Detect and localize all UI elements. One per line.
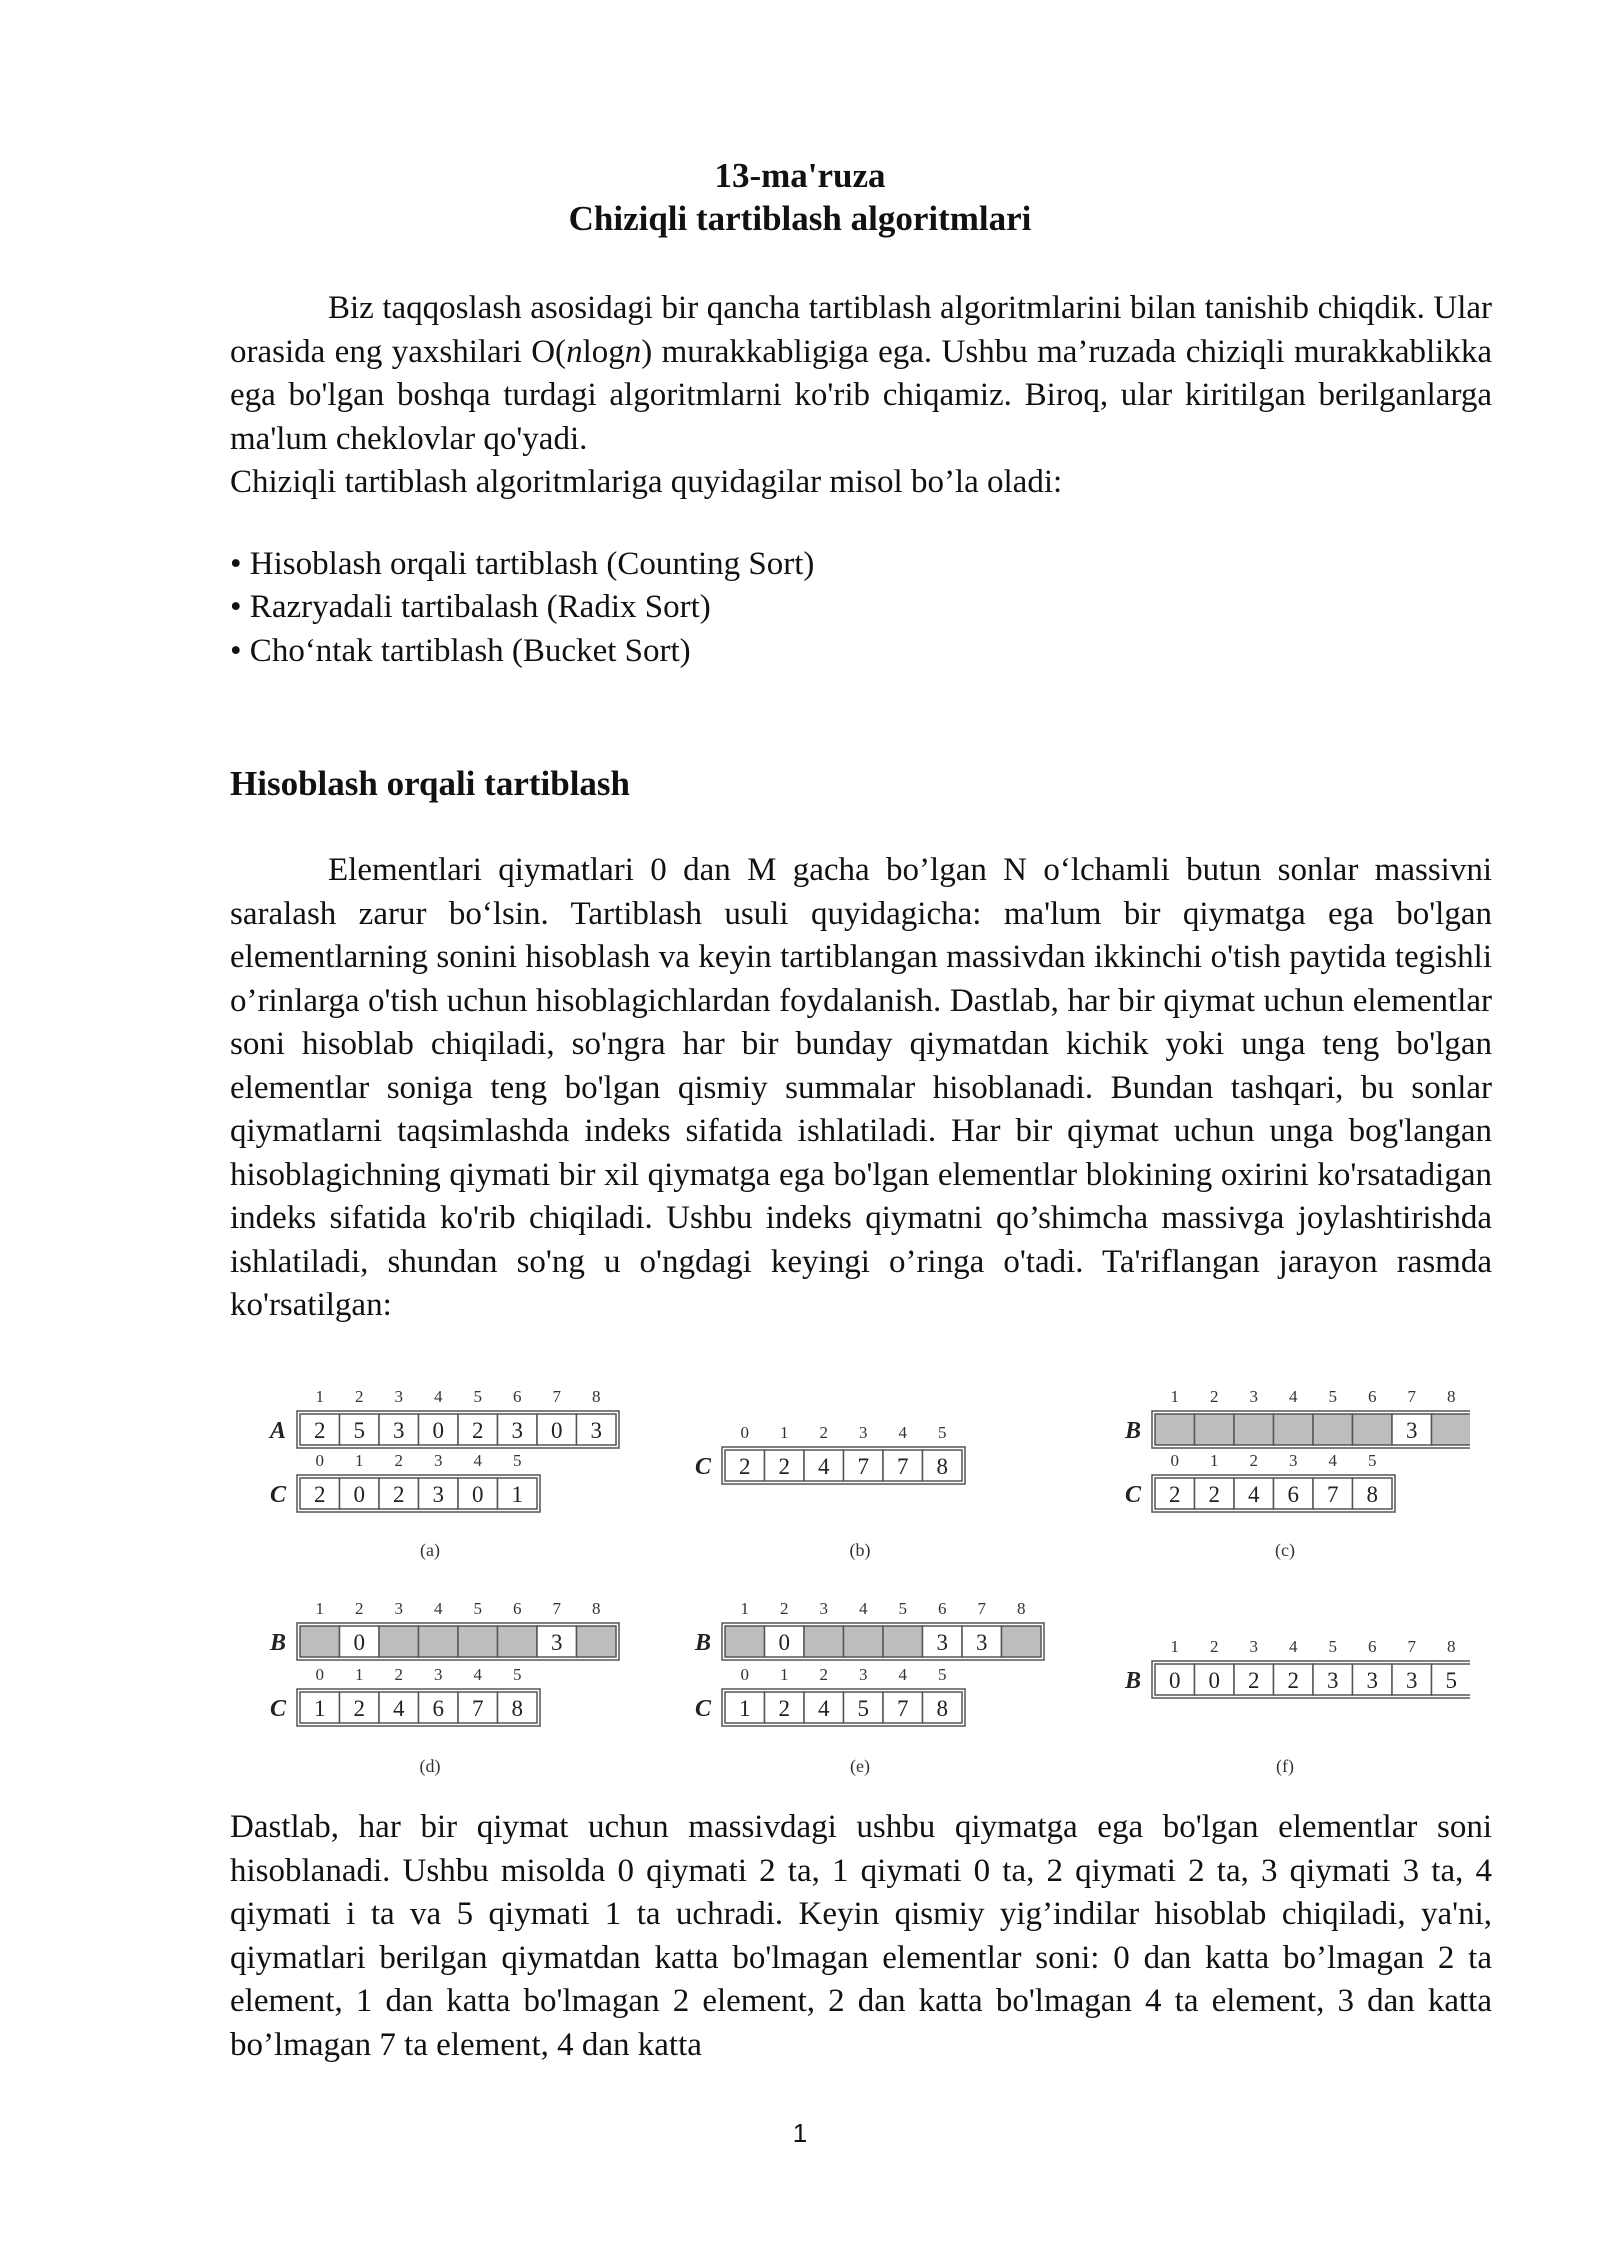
index-label: 6 bbox=[938, 1599, 947, 1618]
index-label: 4 bbox=[859, 1599, 868, 1618]
bullet-item: • Razryadali tartibalash (Radix Sort) bbox=[230, 589, 711, 625]
section-paragraph-2: Dastlab, har bir qiymat uchun massivdagi ushbu qiymatga ega bo'lgan elementlar soni hisoblanadi. Ushbu misolda 0 qiymati 2 ta, 1 qiymati 0 ta, 2 qiymati 2 ta, 3 qiymati 3 ta, 4 qiymati i ta va 5 qiymati 1 ta uchradi. Keyin qismiy yig’indilar hisoblab chiqiladi, ya'ni, qiymatlari berilgan qiymatdan katta bo'lmagan elementlar soni: 0 dan katta bo’lmagan 2 ta element, 1 dan katta bo'lmagan 2 element, 2 dan katta bo'lmagan 4 ta element, 3 dan katta bo’lmagan 7 ta element, 4 dan katta bbox=[230, 1809, 1492, 2063]
index-label: 2 bbox=[394, 1665, 403, 1684]
array-label: C bbox=[694, 1696, 712, 1722]
index-label: 1 bbox=[1170, 1387, 1179, 1406]
array-label: B bbox=[1124, 1668, 1142, 1694]
cell-value: 4 bbox=[393, 1696, 405, 1721]
index-label: 1 bbox=[315, 1387, 324, 1406]
cell-value: 0 bbox=[551, 1418, 563, 1443]
figure-panel bbox=[694, 1599, 1044, 1777]
lecture-title: Chiziqli tartiblash algoritmlari bbox=[568, 199, 1032, 238]
index-label: 0 bbox=[1170, 1451, 1179, 1470]
cell-value: 3 bbox=[1406, 1668, 1418, 1693]
index-label: 7 bbox=[552, 1387, 561, 1406]
index-label: 5 bbox=[898, 1599, 907, 1618]
cell-value: 7 bbox=[472, 1696, 484, 1721]
array-cell-empty bbox=[458, 1626, 498, 1657]
array-cell-empty bbox=[883, 1626, 923, 1657]
cell-value: 1 bbox=[314, 1696, 326, 1721]
array-cell-empty bbox=[1002, 1626, 1042, 1657]
index-label: 6 bbox=[1368, 1387, 1377, 1406]
cell-value: 6 bbox=[432, 1696, 444, 1721]
cell-value: 2 bbox=[1248, 1668, 1260, 1693]
array-cell-empty bbox=[1155, 1414, 1195, 1445]
index-label: 3 bbox=[1289, 1451, 1298, 1470]
index-label: 1 bbox=[1170, 1637, 1179, 1656]
index-label: 4 bbox=[434, 1599, 443, 1618]
index-label: 8 bbox=[1447, 1637, 1456, 1656]
index-label: 2 bbox=[819, 1423, 828, 1442]
index-label: 8 bbox=[592, 1387, 601, 1406]
index-label: 4 bbox=[898, 1423, 907, 1442]
array-label: B bbox=[1124, 1418, 1142, 1444]
index-label: 3 bbox=[859, 1423, 868, 1442]
index-label: 3 bbox=[819, 1599, 828, 1618]
index-label: 5 bbox=[1368, 1451, 1377, 1470]
index-label: 5 bbox=[473, 1599, 482, 1618]
cell-value: 1 bbox=[511, 1482, 523, 1507]
cell-value: 0 bbox=[353, 1630, 365, 1655]
index-label: 5 bbox=[938, 1423, 947, 1442]
array-cell-empty bbox=[1313, 1414, 1353, 1445]
section-paragraph-1: Elementlari qiymatlari 0 dan M gacha bo’lgan N o‘lchamli butun sonlar massivni saralash zarur bo‘lsin. Tartiblash usuli quyidagicha: ma'lum bir qiymatga ega bo'lgan elementlarning sonini hisoblash va keyin tartiblangan massivdan ikkinchi o'tish paytida tegishli o’rinlarga o'tish uchun hisoblagichlardan foydalanish. Dastlab, har bir qiymat uchun elementlar soni hisoblab chiqiladi, so'ngra har bir bunday qiymatdan kichik yoki unga teng bo'lgan elementlar soniga teng bo'lgan qismiy summalar hisoblanadi. Bundan tashqari, bu sonlar qiymatlarni taqsimlashda indeks sifatida ishlatiladi. Har bir qiymat uchun unga bog'langan hisoblagichning qiymati bir xil qiymatga ega bo'lgan elementlar blokining oxirini ko'rsatadigan indeks sifatida ko'rib chiqiladi. Ushbu indeks qiymatni qo’shimcha massivga joylashtirishda ishlatiladi, shundan so'ng u o'ngdagi keyingi o’ringa o'tadi. Ta'riflangan jarayon rasmda ko'rsatilgan: bbox=[230, 852, 1492, 1323]
cell-value: 7 bbox=[1327, 1482, 1339, 1507]
index-label: 5 bbox=[473, 1387, 482, 1406]
cell-value: 6 bbox=[1287, 1482, 1299, 1507]
index-label: 6 bbox=[513, 1599, 522, 1618]
index-label: 1 bbox=[355, 1665, 364, 1684]
cell-value: 2 bbox=[1287, 1668, 1299, 1693]
cell-value: 2 bbox=[739, 1454, 751, 1479]
index-label: 4 bbox=[473, 1451, 482, 1470]
figure-panel bbox=[269, 1599, 619, 1777]
cell-value: 4 bbox=[818, 1696, 830, 1721]
index-label: 6 bbox=[1368, 1637, 1377, 1656]
cell-value: 2 bbox=[353, 1696, 365, 1721]
cell-value: 0 bbox=[353, 1482, 365, 1507]
index-label: 4 bbox=[1328, 1451, 1337, 1470]
cell-value: 0 bbox=[472, 1482, 484, 1507]
cell-value: 2 bbox=[1169, 1482, 1181, 1507]
page-number: 1 bbox=[792, 2118, 808, 2148]
index-label: 8 bbox=[1447, 1387, 1456, 1406]
cell-value: 7 bbox=[857, 1454, 869, 1479]
index-label: 0 bbox=[315, 1451, 324, 1470]
cell-value: 3 bbox=[511, 1418, 523, 1443]
bullet-item: • Hisoblash orqali tartiblash (Counting Sort) bbox=[230, 546, 815, 582]
index-label: 4 bbox=[1289, 1387, 1298, 1406]
index-label: 2 bbox=[355, 1599, 364, 1618]
counting-sort-figure bbox=[230, 1386, 1470, 1786]
cell-value: 3 bbox=[1406, 1418, 1418, 1443]
index-label: 3 bbox=[434, 1665, 443, 1684]
array-label: B bbox=[269, 1630, 287, 1656]
cell-value: 4 bbox=[818, 1454, 830, 1479]
cell-value: 3 bbox=[936, 1630, 948, 1655]
index-label: 3 bbox=[1249, 1387, 1258, 1406]
cell-value: 2 bbox=[314, 1482, 326, 1507]
cell-value: 5 bbox=[1445, 1668, 1457, 1693]
panel-caption: (f) bbox=[1276, 1756, 1294, 1776]
array-label: A bbox=[269, 1418, 287, 1444]
index-label: 2 bbox=[1210, 1637, 1219, 1656]
index-label: 5 bbox=[1328, 1637, 1337, 1656]
panel-caption: (a) bbox=[420, 1540, 440, 1560]
intro-paragraph-2: Chiziqli tartiblash algoritmlariga quyidagilar misol bo’la oladi: bbox=[230, 464, 1063, 500]
array-cell-empty bbox=[804, 1626, 844, 1657]
array-cell-empty bbox=[844, 1626, 884, 1657]
array-label: C bbox=[269, 1482, 287, 1508]
figure-panel bbox=[695, 1423, 965, 1561]
cell-value: 2 bbox=[314, 1418, 326, 1443]
index-label: 5 bbox=[1328, 1387, 1337, 1406]
cell-value: 0 bbox=[432, 1418, 444, 1443]
cell-value: 2 bbox=[1208, 1482, 1220, 1507]
index-label: 1 bbox=[780, 1423, 789, 1442]
index-label: 1 bbox=[355, 1451, 364, 1470]
index-label: 3 bbox=[394, 1387, 403, 1406]
figure-panel bbox=[1124, 1387, 1470, 1561]
index-label: 2 bbox=[355, 1387, 364, 1406]
cell-value: 4 bbox=[1248, 1482, 1260, 1507]
array-cell-empty bbox=[1234, 1414, 1274, 1445]
index-label: 3 bbox=[1249, 1637, 1258, 1656]
cell-value: 0 bbox=[1169, 1668, 1181, 1693]
cell-value: 7 bbox=[897, 1454, 909, 1479]
bullet-item: • Cho‘ntak tartiblash (Bucket Sort) bbox=[230, 633, 691, 669]
cell-value: 0 bbox=[1208, 1668, 1220, 1693]
index-label: 1 bbox=[740, 1599, 749, 1618]
array-cell-empty bbox=[1353, 1414, 1393, 1445]
index-label: 3 bbox=[434, 1451, 443, 1470]
array-cell-empty bbox=[300, 1626, 340, 1657]
index-label: 6 bbox=[513, 1387, 522, 1406]
cell-value: 3 bbox=[432, 1482, 444, 1507]
array-label: B bbox=[694, 1630, 712, 1656]
index-label: 2 bbox=[1249, 1451, 1258, 1470]
index-label: 7 bbox=[977, 1599, 986, 1618]
counting-sort-diagram bbox=[230, 1386, 1470, 1786]
index-label: 2 bbox=[780, 1599, 789, 1618]
index-label: 0 bbox=[740, 1423, 749, 1442]
cell-value: 5 bbox=[857, 1696, 869, 1721]
index-label: 7 bbox=[1407, 1387, 1416, 1406]
array-cell-empty bbox=[379, 1626, 419, 1657]
cell-value: 3 bbox=[1366, 1668, 1378, 1693]
panel-caption: (e) bbox=[850, 1756, 870, 1776]
index-label: 7 bbox=[552, 1599, 561, 1618]
array-cell-empty bbox=[498, 1626, 538, 1657]
array-cell-empty bbox=[1195, 1414, 1235, 1445]
cell-value: 8 bbox=[936, 1696, 948, 1721]
index-label: 4 bbox=[434, 1387, 443, 1406]
cell-value: 8 bbox=[511, 1696, 523, 1721]
figure-panel bbox=[268, 1387, 619, 1561]
index-label: 1 bbox=[780, 1665, 789, 1684]
cell-value: 2 bbox=[778, 1696, 790, 1721]
cell-value: 1 bbox=[739, 1696, 751, 1721]
array-cell-empty bbox=[577, 1626, 617, 1657]
cell-value: 3 bbox=[590, 1418, 602, 1443]
intro-text bbox=[230, 287, 1492, 505]
index-label: 2 bbox=[819, 1665, 828, 1684]
array-cell-empty bbox=[419, 1626, 459, 1657]
cell-value: 3 bbox=[976, 1630, 988, 1655]
index-label: 1 bbox=[315, 1599, 324, 1618]
cell-value: 3 bbox=[393, 1418, 405, 1443]
index-label: 5 bbox=[513, 1451, 522, 1470]
index-label: 4 bbox=[1289, 1637, 1298, 1656]
panel-caption: (c) bbox=[1275, 1540, 1295, 1560]
intro-paragraph-1: Biz taqqoslash asosidagi bir qancha tartiblash algoritmlarini bilan tanishib chiqdik. Ular orasida eng yaxshilari O(nlogn) murakkabligiga ega. Ushbu ma’ruzada chiziqli murakkablikka ega bo'lgan boshqa turdagi algoritmlarni ko'rib chiqamiz. Biroq, ular kiritilgan berilganlarga ma'lum cheklovlar qo'yadi. bbox=[230, 290, 1492, 457]
index-label: 8 bbox=[1017, 1599, 1026, 1618]
cell-value: 8 bbox=[936, 1454, 948, 1479]
index-label: 3 bbox=[394, 1599, 403, 1618]
array-label: C bbox=[694, 1454, 712, 1480]
index-label: 4 bbox=[898, 1665, 907, 1684]
array-cell-empty bbox=[1432, 1414, 1471, 1445]
cell-value: 2 bbox=[393, 1482, 405, 1507]
index-label: 8 bbox=[592, 1599, 601, 1618]
cell-value: 2 bbox=[472, 1418, 484, 1443]
index-label: 0 bbox=[740, 1665, 749, 1684]
cell-value: 7 bbox=[897, 1696, 909, 1721]
cell-value: 3 bbox=[1327, 1668, 1339, 1693]
index-label: 5 bbox=[938, 1665, 947, 1684]
array-label: C bbox=[1124, 1482, 1142, 1508]
array-label: C bbox=[269, 1696, 287, 1722]
index-label: 5 bbox=[513, 1665, 522, 1684]
panel-caption: (d) bbox=[419, 1756, 441, 1776]
index-label: 4 bbox=[473, 1665, 482, 1684]
lecture-number: 13-ma'ruza bbox=[714, 156, 886, 195]
index-label: 3 bbox=[859, 1665, 868, 1684]
cell-value: 8 bbox=[1366, 1482, 1378, 1507]
cell-value: 5 bbox=[353, 1418, 365, 1443]
cell-value: 0 bbox=[778, 1630, 790, 1655]
section-heading: Hisoblash orqali tartiblash bbox=[230, 764, 631, 803]
index-label: 1 bbox=[1210, 1451, 1219, 1470]
figure-panel bbox=[1124, 1637, 1470, 1777]
index-label: 7 bbox=[1407, 1637, 1416, 1656]
array-cell-empty bbox=[1274, 1414, 1314, 1445]
array-cell-empty bbox=[725, 1626, 765, 1657]
cell-value: 2 bbox=[778, 1454, 790, 1479]
index-label: 2 bbox=[394, 1451, 403, 1470]
cell-value: 3 bbox=[551, 1630, 563, 1655]
panel-caption: (b) bbox=[849, 1540, 871, 1560]
index-label: 0 bbox=[315, 1665, 324, 1684]
index-label: 2 bbox=[1210, 1387, 1219, 1406]
